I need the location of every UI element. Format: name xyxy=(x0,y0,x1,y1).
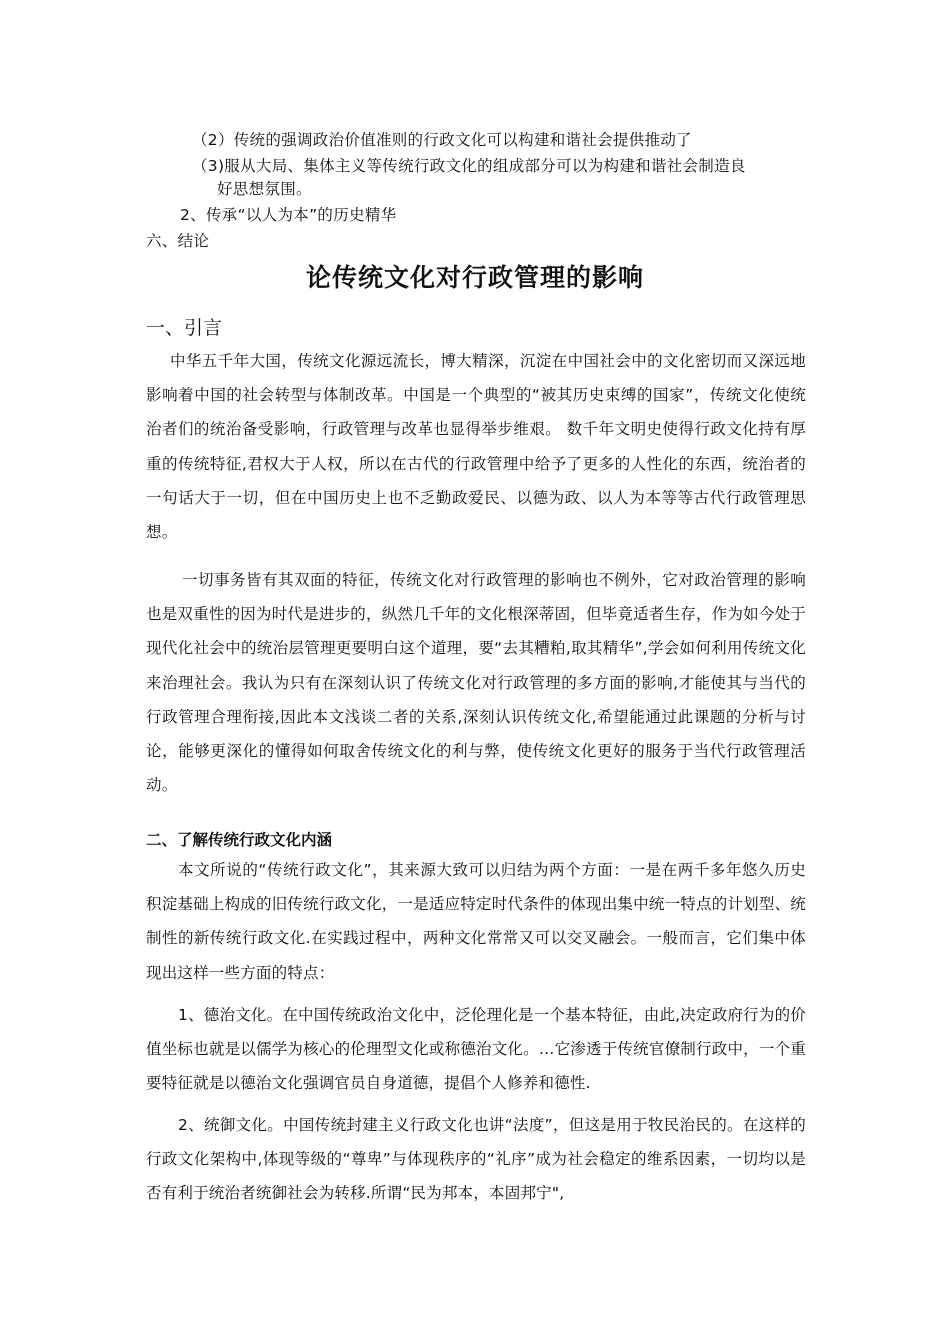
outline-item: （3)服从大局、集体主义等传统行政文化的组成部分可以为构建和谐社会制造良 xyxy=(192,157,746,175)
paragraph: 一切事务皆有其双面的特征，传统文化对行政管理的影响也不例外，它对政治管理的影响也是双重性的因为时代是进步的，纵然几千年的文化根深蒂固，但毕竟适者生存，作为如今处于现代化社会中的统治层管理更要明白这个道理，要“去其糟粕,取其精华”,学会如何利用传统文化来治理社会。我认为只有在深刻认识了传统文化对行政管理的多方面的影响,才能使其与当代的行政管理合理衔接,因此本文浅谈二者的关系,深刻认识传统文化,希望能通过此课题的分析与讨论，能够更深化的懂得如何取舍传统文化的利与弊，使传统文化更好的服务于当代行政管理活动。 xyxy=(146,571,806,795)
paragraph: 1、德治文化。在中国传统政治文化中，泛伦理化是一个基本特征，由此,决定政府行为的价值坐标也就是以儒学为核心的伦理型文化或称德治文化。…它渗透于传统官僚制行政中，一个重要特征就是以德治文化强调官员自身道德，提倡个人修养和德性. xyxy=(146,1006,806,1093)
article-title: 论传统文化对行政管理的影响 xyxy=(305,263,644,292)
outline-item: 2、传承“以人为本”的历史精华 xyxy=(180,206,397,224)
paragraph: 中华五千年大国，传统文化源远流长，博大精深，沉淀在中国社会中的文化密切而又深远地影响着中国的社会转型与体制改革。中国是一个典型的“被其历史束缚的国家”，传统文化使统治者们的统治备受影响，行政管理与改革也显得举步维艰。 数千年文明史使得行政文化持有厚重的传统特征,君权大于人权，所以在古代的行政管理中给予了更多的人性化的东西，统治者的一句话大于一切，但在中国历史上也不乏勤政爱民、以德为政、以人为本等等古代行政管理思想。 xyxy=(146,352,806,542)
section-heading: 二、了解传统行政文化内涵 xyxy=(146,831,333,849)
paragraph: 本文所说的“传统行政文化”，其来源大致可以归结为两个方面：一是在两千多年悠久历史积淀基础上构成的旧传统行政文化，一是适应特定时代条件的体现出集中统一特点的计划型、统制性的新传统行政文化.在实践过程中，两种文化常常又可以交叉融会。一般而言，它们集中体现出这样一些方面的特点： xyxy=(146,861,806,982)
paragraph: 2、统御文化。中国传统封建主义行政文化也讲“法度”，但这是用于牧民治民的。在这样的行政文化架构中,体现等级的“尊卑”与体现秩序的“礼序”成为社会稳定的维系因素，一切均以是否有利于统治者统御社会为转移.所谓“民为邦本，本固邦宁", xyxy=(146,1116,806,1203)
outline-item: （2）传统的强调政治价值准则的行政文化可以构建和谐社会提供推动了 xyxy=(192,131,692,149)
outline-heading: 六、结论 xyxy=(146,232,210,250)
outline-item-continued: 好思想氛围。 xyxy=(217,180,312,198)
section-heading: 一、引言 xyxy=(146,317,223,339)
